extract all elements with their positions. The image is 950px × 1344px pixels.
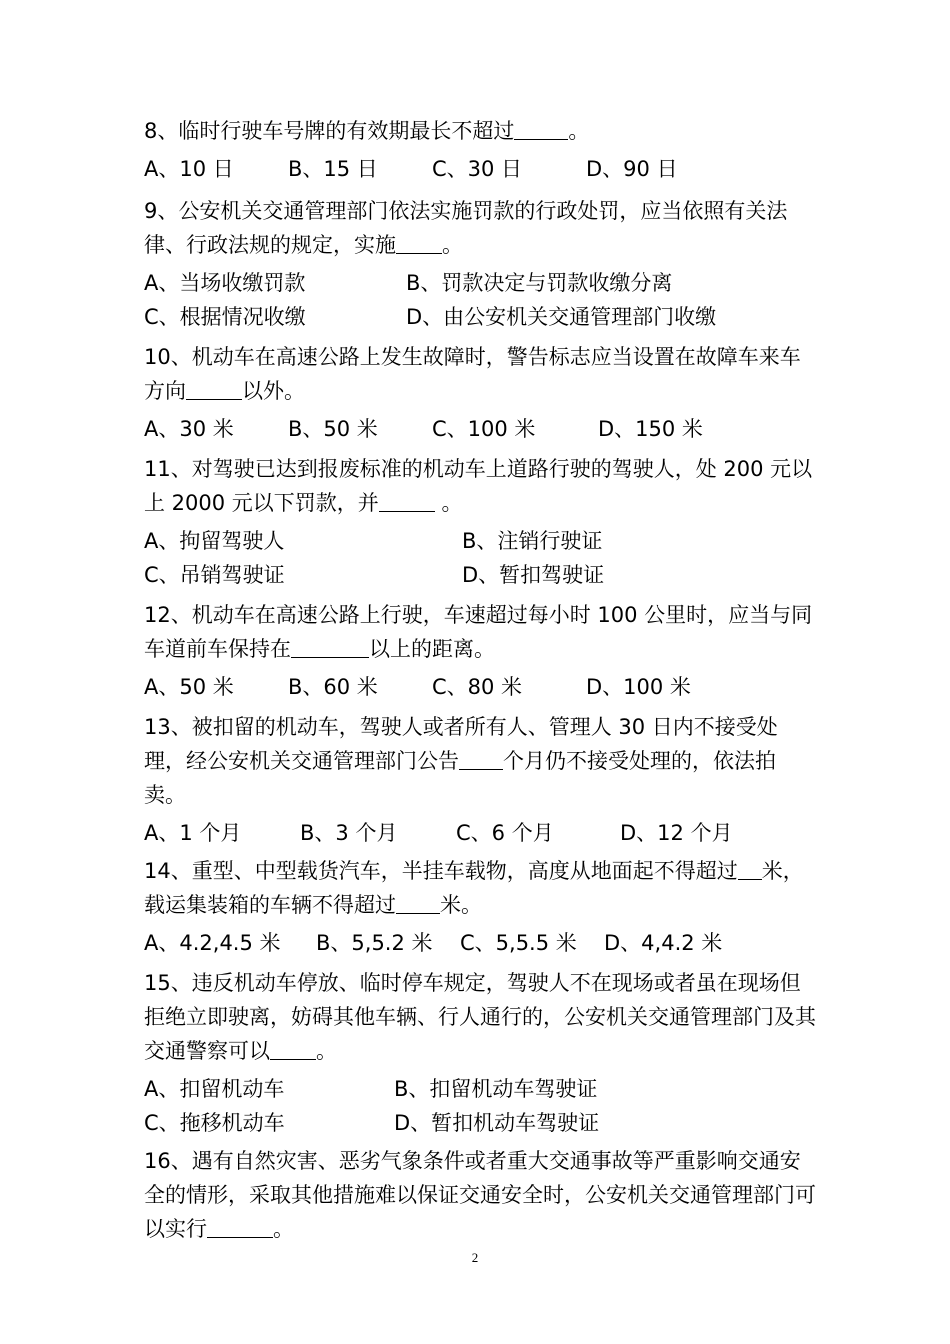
answer-option: A、4.2,4.5 米 <box>144 931 281 955</box>
answer-option: B、3 个月 <box>300 821 398 845</box>
answer-options <box>144 1072 816 1140</box>
answer-options <box>144 926 816 960</box>
answer-option: B、15 日 <box>288 157 378 181</box>
answer-option: B、罚款决定与罚款收缴分离 <box>406 271 673 295</box>
answer-option: A、1 个月 <box>144 821 242 845</box>
page-number: 2 <box>471 1250 479 1265</box>
option-row <box>144 1106 816 1140</box>
option-row <box>144 558 816 592</box>
question-text-part: 15、违反机动车停放、临时停车规定，驾驶人不在现场或者虽在现场但拒绝立即驶离，妨碍其他车辆、行人通行的，公安机关交通管理部门及其交通警察可以 <box>144 971 816 1063</box>
question-text-part: 米，载运集装箱的车辆不得超过 <box>144 859 804 917</box>
question-text <box>144 966 816 1068</box>
question-block <box>144 598 816 704</box>
answer-blank <box>396 889 440 914</box>
answer-blank <box>738 855 762 880</box>
answer-option: A、当场收缴罚款 <box>144 271 306 295</box>
question-text-part: 。 <box>273 1217 294 1241</box>
answer-option: D、由公安机关交通管理部门收缴 <box>406 305 717 329</box>
answer-option: A、拘留驾驶人 <box>144 529 285 553</box>
answer-blank <box>514 115 568 140</box>
question-block <box>144 966 816 1140</box>
question-block <box>144 1144 816 1246</box>
option-row <box>144 152 816 186</box>
answer-option: C、30 日 <box>432 157 523 181</box>
option-row <box>144 412 816 446</box>
option-row <box>144 266 816 300</box>
answer-options <box>144 816 816 850</box>
question-text <box>144 452 816 520</box>
answer-blank <box>291 633 369 658</box>
answer-option: C、5,5.5 米 <box>460 931 577 955</box>
answer-option: A、扣留机动车 <box>144 1077 285 1101</box>
question-text <box>144 340 816 408</box>
answer-option: A、30 米 <box>144 417 234 441</box>
question-text-part: 米。 <box>440 893 482 917</box>
answer-option: C、拖移机动车 <box>144 1111 285 1135</box>
question-text-part: 以外。 <box>242 379 305 403</box>
answer-option: C、吊销驾驶证 <box>144 563 285 587</box>
answer-blank <box>186 375 242 400</box>
question-block <box>144 452 816 592</box>
question-text-part: 。 <box>442 233 463 257</box>
answer-option: B、5,5.2 米 <box>316 931 433 955</box>
answer-option: B、注销行驶证 <box>462 529 603 553</box>
answer-options <box>144 524 816 592</box>
question-text <box>144 598 816 666</box>
answer-option: D、90 日 <box>586 157 678 181</box>
answer-option: B、扣留机动车驾驶证 <box>394 1077 598 1101</box>
answer-options <box>144 152 816 186</box>
answer-option: A、10 日 <box>144 157 234 181</box>
question-text <box>144 194 816 262</box>
answer-option: D、100 米 <box>586 675 691 699</box>
answer-option: B、50 米 <box>288 417 378 441</box>
option-row <box>144 816 816 850</box>
question-text-part: 个月仍不接受处理的，依法拍卖。 <box>144 749 776 807</box>
question-block <box>144 710 816 850</box>
answer-option: B、60 米 <box>288 675 378 699</box>
answer-option: D、暂扣驾驶证 <box>462 563 605 587</box>
question-text-part: 。 <box>568 119 590 143</box>
question-text <box>144 854 816 922</box>
answer-option: D、4,4.2 米 <box>604 931 723 955</box>
answer-blank <box>270 1035 316 1060</box>
answer-option: C、根据情况收缴 <box>144 305 306 329</box>
question-block <box>144 854 816 960</box>
answer-blank <box>207 1213 273 1238</box>
question-text-part: 以上的距离。 <box>369 637 495 661</box>
option-row <box>144 1072 816 1106</box>
answer-option: C、80 米 <box>432 675 523 699</box>
question-text-part: 8、临时行驶车号牌的有效期最长不超过 <box>144 119 515 143</box>
question-block <box>144 114 816 186</box>
question-text-part: 9、公安机关交通管理部门依法实施罚款的行政处罚，应当依照有关法律、行政法规的规定，实施 <box>144 199 788 257</box>
question-text <box>144 710 816 812</box>
answer-blank <box>379 487 435 512</box>
answer-blank <box>459 745 503 770</box>
question-text-part: 11、对驾驶已达到报废标准的机动车上道路行驶的驾驶人，处 200 元以上 2000 元以下罚款，并 <box>144 457 813 515</box>
question-text-part: 。 <box>316 1039 337 1063</box>
answer-option: D、150 米 <box>598 417 703 441</box>
question-block <box>144 340 816 446</box>
answer-option: D、12 个月 <box>620 821 733 845</box>
question-text-part: 10、机动车在高速公路上发生故障时，警告标志应当设置在故障车来车方向 <box>144 345 801 403</box>
answer-options <box>144 670 816 704</box>
answer-options <box>144 266 816 334</box>
question-text-part: 14、重型、中型载货汽车，半挂车载物，高度从地面起不得超过 <box>144 859 738 883</box>
question-text-part: 13、被扣留的机动车，驾驶人或者所有人、管理人 30 日内不接受处理，经公安机关交通管理部门公告 <box>144 715 778 773</box>
option-row <box>144 524 816 558</box>
answer-blank <box>396 229 442 254</box>
question-text <box>144 114 816 148</box>
question-list <box>144 114 816 1246</box>
question-block <box>144 194 816 334</box>
question-text-part: 12、机动车在高速公路上行驶，车速超过每小时 100 公里时，应当与同车道前车保持在 <box>144 603 813 661</box>
answer-option: D、暂扣机动车驾驶证 <box>394 1111 600 1135</box>
option-row <box>144 300 816 334</box>
option-row <box>144 926 816 960</box>
answer-options <box>144 412 816 446</box>
answer-option: A、50 米 <box>144 675 234 699</box>
question-text <box>144 1144 816 1246</box>
option-row <box>144 670 816 704</box>
question-text-part: 。 <box>434 491 463 515</box>
answer-option: C、6 个月 <box>456 821 554 845</box>
answer-option: C、100 米 <box>432 417 536 441</box>
question-text-part: 16、遇有自然灾害、恶劣气象条件或者重大交通事故等严重影响交通安全的情形，采取其他措施难以保证交通安全时，公安机关交通管理部门可以实行 <box>144 1149 816 1241</box>
